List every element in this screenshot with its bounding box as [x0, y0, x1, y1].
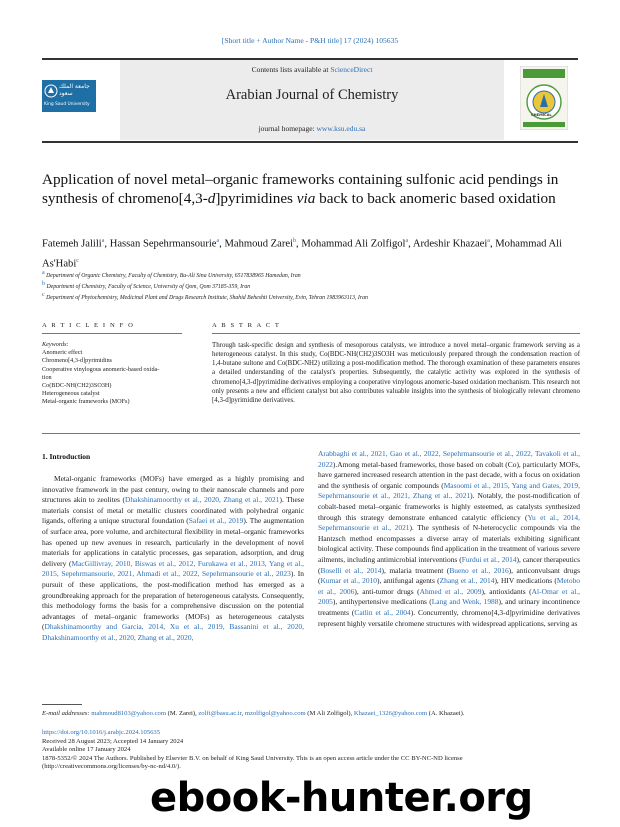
email-link[interactable]: mahmoud8103@yahoo.com — [91, 710, 166, 717]
email-link[interactable]: Khazaei_1326@yahoo.com — [353, 710, 428, 717]
citation-link[interactable]: Boselli et al., 2014 — [320, 565, 382, 575]
footnote-rule — [42, 704, 82, 705]
author-affiliation-mark[interactable]: a — [216, 238, 220, 244]
citation-link[interactable]: Ahmed et al., 2009 — [419, 586, 482, 596]
header-bottom-rule — [42, 141, 578, 143]
keyword: Anomeric effect — [42, 349, 83, 357]
journal-name: Arabian Journal of Chemistry — [225, 87, 399, 103]
article-info-heading: A R T I C L E I N F O — [42, 322, 135, 329]
citation-link[interactable]: Safaei et al., 2019 — [188, 516, 244, 526]
author-name[interactable]: Fatemeh Jalili — [42, 238, 102, 250]
sciencedirect-link[interactable]: ScienceDirect — [330, 65, 373, 74]
publication-info — [42, 729, 582, 772]
author-list: Fatemeh Jalili$^a$, Hassan Sepehrmansourie$^a$, Mahmoud Zarei$^b$, Mohammad Ali Zolfigol$^a$, Ardeshir Khazaei$^a$, Mohammad Ali As'Habi$^c$ — [42, 238, 563, 270]
author-affiliation-mark[interactable]: a — [487, 238, 490, 244]
ksu-arabic-name: جامعة الملك سعود — [59, 83, 90, 97]
keyword: Cooperative vinylogous anomeric-based oxida- — [42, 365, 160, 373]
author-name[interactable]: Mohammad Ali As'Habi — [42, 238, 563, 270]
author-affiliation-mark[interactable]: a — [101, 238, 105, 244]
citation-link[interactable]: Arabbaghi et al., 2021, Gao et al., 2022, Sepehrmansourie et al., 2022, Tavakoli et al., 2022 — [318, 449, 580, 469]
doi-link[interactable]: https://doi.org/10.1016/j.arabjc.2024.105635 — [42, 729, 161, 736]
abstract-heading: A B S T R A C T — [212, 322, 281, 329]
arabian-chemistry-journal-logo — [520, 66, 568, 130]
author-name[interactable]: Mahmoud Zarei — [224, 238, 294, 250]
king-saud-university-logo — [42, 80, 96, 112]
citation-link[interactable]: Bueno et al., 2016 — [449, 565, 509, 575]
citation-link[interactable]: Dhakshinamoorthy and Garcia, 2014, Xu et al., 2019, Bassanini et al., 2020, Dhakshinamoorthy et al., 2020, Zhang et al., 2020, — [42, 622, 304, 642]
email-link[interactable]: zolfi@basu.ac.ir — [198, 710, 242, 717]
affiliation-item: $^a$ Department of Organic Chemistry, Faculty of Chemistry, Bu-Ali Sina University, 6517838965 Hamedan, Iran — [42, 270, 301, 279]
running-citation[interactable]: [Short title + Author Name - P&H title] 17 (2024) 105635 — [221, 36, 399, 45]
keywords-label: Keywords: — [42, 341, 69, 348]
contents-line: Contents lists available at ScienceDirect — [251, 65, 373, 74]
keywords-block — [42, 341, 182, 407]
citation-link[interactable]: Yu et al., 2014, Sepehrmansourie et al., 2021 — [318, 512, 580, 533]
ajc-logo-label: CHEMICAL — [531, 113, 552, 117]
introduction-heading: 1. Introduction — [42, 452, 91, 461]
abstract-rule — [212, 333, 580, 334]
email-link[interactable]: mzolfigol@yahoo.com — [244, 710, 306, 717]
citation-link[interactable]: Furdui et al., 2014 — [461, 554, 517, 564]
keyword: Co(BDC-NH(CH2)3SO3H) — [42, 382, 112, 390]
keyword: Chromeno[4,3-d]pyrimidins — [42, 357, 112, 365]
affiliation-item: $^b$ Department of Chemistry, Faculty of Science, University of Qom, Qom 37185-359, Iran — [42, 281, 251, 291]
citation-link[interactable]: MacGillivray, 2010, Biswas et al., 2012, Furukawa et al., 2013, Yang et al., 2015, Sepehrmansourie, 2021, Ahmadi et al., 2022, Sepehrmansourie et al., 2023 — [42, 558, 304, 579]
available-online: Available online 17 January 2024 — [42, 746, 131, 754]
keyword: Metal-organic frameworks (MOFs) — [42, 398, 130, 406]
author-name[interactable]: Mohammad Ali Zolfigol — [301, 238, 406, 250]
keyword-list — [42, 349, 182, 406]
affiliation-item: $^c$ Department of Phytochemistry, Medicinal Plant and Drugs Research Institute, Shahid Beheshti University, Evin, Tehran 1983963113, Iran — [42, 292, 368, 302]
intro-column-right: Arabbaghi et al., 2021, Gao et al., 2022, Sepehrmansourie et al., 2022, Tavakoli et al., 2022).Among metal-based frameworks, those based on cobalt (Co), particularly MOFs, have garnered increased research attention in the past decade, with a focus on oxidation and the synthesis of organic compounds (Masoomi et al., 2015, Yang and Gates, 2019, Sepehrmansourie et al., 2021, Zhang et al., 2021). Notably, the post-modification of cobalt-based metal–organic frameworks is highly esteemed, as catalysts synthesized through this strategy demonstrate enhanced catalytic efficiency (Yu et al., 2014, Sepehrmansourie et al., 2021). The synthesis of N-heterocyclic compounds via the Hantzsch method encompasses a diverse array of materials exhibiting significant biological activity. These compounds find application in the treatment of various severe ailments, including antimicrobial interventions (Furdui et al., 2014), cancer therapeutics (Boselli et al., 2014), malaria treatment (Bueno et al., 2016), anticonvulsant drugs (Kumar et al., 2010), antifungal agents (Zhang et al., 2014), HIV medications (Metobo et al., 2006), anti-tumor drugs (Ahmed et al., 2009), antioxidants (Al-Omar et al., 2005), antihypertensive medications (Lang and Wenk, 1988), and urinary incontinence treatments (Catlin et al., 2004). Concurrently, chromeno[4,3-d]pyrimidine derivatives represent highly versatile chromene structures with widespread applications, serving as — [318, 449, 581, 628]
keyword: tion — [42, 373, 52, 381]
abstract-bottom-rule — [42, 433, 580, 434]
abstract-text: Through task-specific design and synthesis of mesoporous catalysts, we introduce a novel metal–organic framework serving as a heterogeneous catalyst. In this study, Co(BDC-NH(CH2)3SO3H was meticulously prepared through the condensation reaction of 1,4-butane sultone and Co(BDC-NH2) utilizing a post-modification method. The thorough examination of these parameters ensures a detailed understanding of the catalyst's properties. Subsequently, the catalytic activity was explored in the synthesis of chromeno[4,3-d]pyrimidine derivatives employing a cooperative vinylogous anomeric-based oxidation mechanism. This research not only presents a new and efficient catalyst but also contributes valuable insights into the synthesis of biologically relevant chromeno [4,3-d]pyrimidine derivatives. — [212, 342, 580, 404]
citation-link[interactable]: Masoomi et al., 2015, Yang and Gates, 2019, Sepehrmansourie et al., 2021, Zhang et al., 2021 — [318, 480, 581, 501]
citation-link[interactable]: Dhakshinamoorthy et al., 2020, Zhang et al., 2021 — [124, 495, 280, 505]
author-name[interactable]: Hassan Sepehrmansourie — [109, 238, 217, 250]
journal-homepage-line: journal homepage: www.ksu.edu.sa — [258, 124, 366, 133]
affiliation-list — [42, 269, 582, 303]
citation-link[interactable]: Catlin et al., 2004 — [354, 607, 411, 617]
watermark: ebook-hunter.org — [150, 775, 533, 821]
license-link[interactable]: (http://creativecommons.org/licenses/by-nc-nd/4.0/). — [42, 763, 181, 771]
article-title: Application of novel metal–organic frameworks containing sulfonic acid pendings in synthesis of chromeno[4,3-d]pyrimidines via back to back anomeric based oxidation — [42, 171, 559, 207]
homepage-link[interactable]: www.ksu.edu.sa — [316, 124, 366, 133]
author-affiliation-mark[interactable]: b — [293, 238, 297, 244]
author-affiliation-mark[interactable]: c — [76, 257, 79, 264]
citation-link[interactable]: Kumar et al., 2010 — [320, 576, 378, 586]
ksu-english-name: King Saud University — [44, 102, 90, 107]
citation-link[interactable]: Zhang et al., 2014 — [439, 576, 495, 586]
intro-column-left: Metal-organic frameworks (MOFs) have emerged as a highly promising and innovative framework in the past century, owing to their nanoscale channels and pore structures akin to zeolites (Dhakshinamoorthy et al., 2020, Zhang et al., 2021). These materials consist of metal or metallic clusters coordinated with polyhedral organic ligands, offering a unique structural foundation (Safaei et al., 2019). The augmentation of surface area, pore volume, and architectural flexibility in metal–organic frameworks has opened up new avenues in research, particularly in the development of novel materials for applications in catalytic processes, gas separation, adsorption, and drug delivery (MacGillivray, 2010, Biswas et al., 2012, Furukawa et al., 2013, Yang et al., 2015, Sepehrmansourie, 2021, Ahmadi et al., 2022, Sepehrmansourie et al., 2023). In pursuit of these applications, the post-modification method has emerged as a groundbreaking approach for the preparation of heterogeneous catalysts. Consequently, this methodology forms the basis for a comprehensive discussion on the potential advantages of metal–organic frameworks (MOFs) as heterogeneous catalysts (Dhakshinamoorthy and Garcia, 2014, Xu et al., 2019, Bassanini et al., 2020, Dhakshinamoorthy et al., 2020, Zhang et al., 2020, — [42, 474, 304, 642]
email-footnote: E-mail addresses: mahmoud8103@yahoo.com (M. Zarei), zolfi@basu.ac.ir, mzolfigol@yahoo.com (M Ali Zolfigol), Khazaei_1326@yahoo.com (A. Khazaei). — [42, 710, 465, 717]
received-dates: Received 28 August 2023; Accepted 14 January 2024 — [42, 737, 184, 745]
author-affiliation-mark[interactable]: a — [405, 238, 409, 244]
citation-link[interactable]: Al-Omar et al., 2005 — [318, 586, 580, 607]
license-text: 1878-5352/© 2024 The Authors. Published by Elsevier B.V. on behalf of King Saud University. This is an open access article under the CC BY-NC-ND license — [42, 754, 463, 762]
citation-link[interactable]: Metobo et al., 2006 — [318, 576, 580, 596]
citation-link[interactable]: Lang and Wenk, 1988 — [431, 597, 499, 607]
article-info-rule — [42, 333, 182, 334]
author-name[interactable]: Ardeshir Khazaei — [412, 238, 488, 250]
keyword: Heterogeneous catalyst — [42, 390, 100, 398]
